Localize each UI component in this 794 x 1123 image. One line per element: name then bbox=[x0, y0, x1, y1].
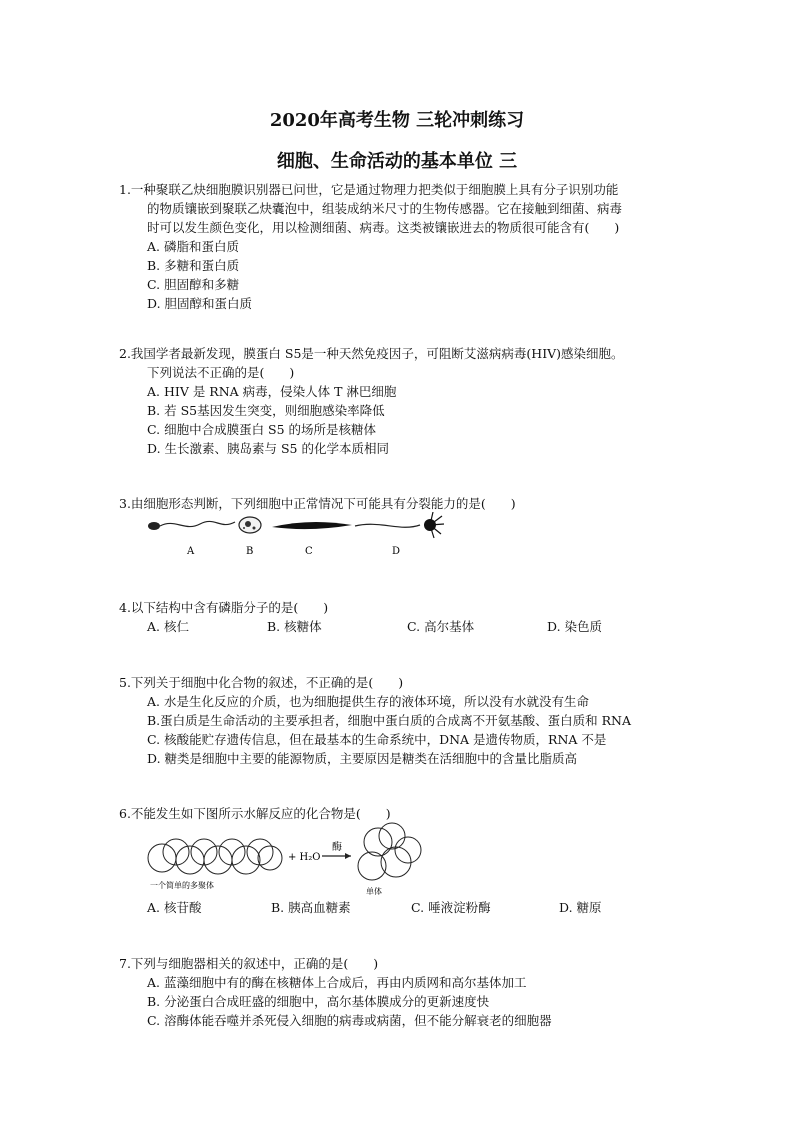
q1-option-b: B. 多糖和蛋白质 bbox=[147, 258, 240, 273]
q5-stem: 5.下列关于细胞中化合物的叙述，不正确的是( ) bbox=[119, 675, 404, 690]
q2-option-a: A. HIV 是 RNA 病毒，侵染人体 T 淋巴细胞 bbox=[147, 384, 397, 399]
q6-stem: 6.不能发生如下图所示水解反应的化合物是( ) bbox=[119, 806, 391, 821]
q2-stem-line2: 下列说法不正确的是( ) bbox=[147, 365, 295, 380]
q2-option-b: B. 若 S5基因发生突变，则细胞感染率降低 bbox=[147, 403, 385, 418]
question-3 bbox=[119, 494, 689, 513]
q7-stem: 7.下列与细胞器相关的叙述中，正确的是( ) bbox=[119, 956, 379, 971]
q1-option-d: D. 胆固醇和蛋白质 bbox=[147, 296, 253, 311]
question-4 bbox=[119, 598, 689, 636]
q6-option-c: C. 唾液淀粉酶 bbox=[411, 900, 491, 915]
plus-water: + H₂O bbox=[288, 852, 321, 863]
q7-option-b: B. 分泌蛋白合成旺盛的细胞中，高尔基体膜成分的更新速度快 bbox=[147, 994, 490, 1009]
q2-option-c: C. 细胞中合成膜蛋白 S5 的场所是核糖体 bbox=[147, 422, 377, 437]
q6-option-b: B. 胰高血糖素 bbox=[271, 900, 351, 915]
cell-a-sperm bbox=[148, 521, 235, 530]
q4-option-c: C. 高尔基体 bbox=[407, 619, 475, 634]
q2-stem-line1: 2.我国学者最新发现，膜蛋白 S5是一种天然免疫因子，可阻断艾滋病病毒(HIV)感染细胞。 bbox=[119, 346, 624, 361]
monomers bbox=[358, 823, 421, 880]
q1-option-c: C. 胆固醇和多糖 bbox=[147, 277, 240, 292]
q6-option-a: A. 核苷酸 bbox=[147, 900, 202, 915]
q7-option-a: A. 蓝藻细胞中有的酶在核糖体上合成后，再由内质网和高尔基体加工 bbox=[147, 975, 527, 990]
label-b: B bbox=[246, 546, 254, 557]
q1-option-a: A. 磷脂和蛋白质 bbox=[147, 239, 239, 254]
polymer-chain bbox=[148, 839, 282, 874]
q4-option-b: B. 核糖体 bbox=[267, 619, 322, 634]
q4-option-d: D. 染色质 bbox=[547, 619, 603, 634]
label-a: A bbox=[187, 546, 195, 557]
label-c: C bbox=[305, 546, 313, 557]
page-subtitle: 细胞、生命活动的基本单位 三 bbox=[276, 151, 518, 172]
arrow-head-icon bbox=[345, 853, 351, 859]
question-2 bbox=[119, 344, 689, 458]
question-5 bbox=[119, 673, 689, 768]
q1-stem-line2: 的物质镶嵌到聚联乙炔囊泡中，组装成纳米尺寸的生物传感器。它在接触到细菌、病毒 bbox=[147, 201, 623, 216]
page-title: 2020年高考生物 三轮冲刺练习 bbox=[269, 110, 525, 131]
question-7 bbox=[119, 954, 689, 1030]
q4-option-a: A. 核仁 bbox=[147, 619, 189, 634]
q2-option-d: D. 生长激素、胰岛素与 S5 的化学本质相同 bbox=[147, 441, 389, 456]
hydrolysis-figure bbox=[146, 820, 426, 896]
q7-option-c: C. 溶酶体能吞噬并杀死侵入细胞的病毒或病菌，但不能分解衰老的细胞器 bbox=[147, 1013, 552, 1028]
cell-shapes-figure bbox=[140, 512, 470, 560]
enzyme-label: 酶 bbox=[332, 842, 342, 853]
q3-stem: 3.由细胞形态判断，下列细胞中正常情况下可能具有分裂能力的是( ) bbox=[119, 496, 516, 511]
polymer-label: 一个简单的多聚体 bbox=[150, 881, 214, 890]
cell-b-round bbox=[239, 517, 261, 533]
q1-stem-line1: 1.一种聚联乙炔细胞膜识别器已问世，它是通过物理力把类似于细胞膜上具有分子识别功能 bbox=[119, 182, 619, 197]
cell-d-neuron bbox=[355, 512, 444, 538]
q6-option-d: D. 糖原 bbox=[559, 900, 602, 915]
q4-stem: 4.以下结构中含有磷脂分子的是( ) bbox=[119, 600, 329, 615]
q5-option-b: B.蛋白质是生命活动的主要承担者，细胞中蛋白质的合成离不开氨基酸、蛋白质和 RNA bbox=[147, 713, 632, 728]
monomer-label: 单体 bbox=[366, 887, 382, 896]
cell-c-spindle bbox=[272, 522, 352, 529]
question-6-options bbox=[119, 898, 689, 917]
q5-option-a: A. 水是生化反应的介质，也为细胞提供生存的液体环境，所以没有水就没有生命 bbox=[147, 694, 589, 709]
q5-option-d: D. 糖类是细胞中主要的能源物质，主要原因是糖类在活细胞中的含量比脂质高 bbox=[147, 751, 578, 766]
label-d: D bbox=[392, 546, 401, 557]
q1-stem-line3: 时可以发生颜色变化，用以检测细菌、病毒。这类被镶嵌进去的物质很可能含有( ) bbox=[147, 220, 620, 235]
q5-option-c: C. 核酸能贮存遗传信息，但在最基本的生命系统中，DNA 是遗传物质，RNA 不是 bbox=[147, 732, 607, 747]
question-1 bbox=[119, 180, 689, 313]
